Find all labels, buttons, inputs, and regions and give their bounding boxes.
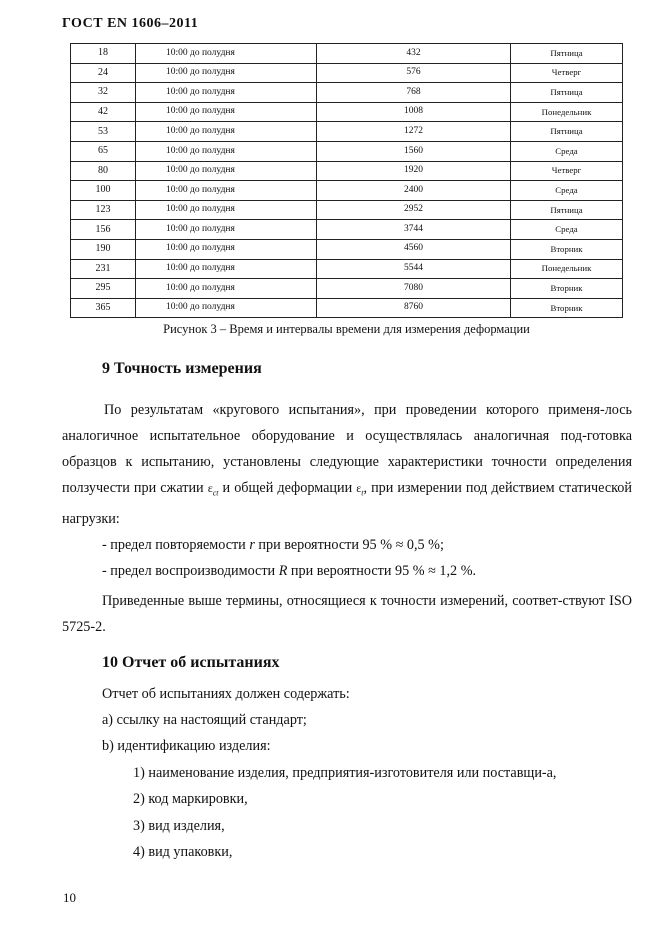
table-cell: 80 [71,161,136,181]
table-cell: 4560 [317,239,511,259]
table-row [71,259,623,279]
table-cell: 156 [71,220,136,240]
table-row [71,102,623,122]
table-cell: Пятница [511,122,623,142]
table-cell: Четверг [511,161,623,181]
para1-text-a: По результатам «кругового испытания», при проведении которого применя-лось аналогичное испытательное оборудование и осуществлялась аналогичная под-готовка образцов к испытанию, установлены следующие характеристики точности определения ползучести при сжатии [62,402,632,496]
table-row [71,239,623,259]
table-cell: 10:00 до полудня [136,181,317,201]
table-cell: 1920 [317,161,511,181]
table-row [71,63,623,83]
epsilon-t-symbol: $\varepsilon_t$ [356,481,364,498]
table-cell: Понедельник [511,102,623,122]
list-item-b: b) идентификацию изделия: [102,738,271,754]
table-cell: 7080 [317,279,511,299]
table-cell: 576 [317,63,511,83]
table-row [71,141,623,161]
figure-caption: Рисунок 3 – Время и интервалы времени для измерения деформации [163,322,530,336]
table-cell: Среда [511,181,623,201]
table-row [71,200,623,220]
table-cell: 365 [71,298,136,318]
para1-text-b: и общей деформации [218,480,357,496]
table-cell: 10:00 до полудня [136,44,317,64]
table-cell: 1272 [317,122,511,142]
table-cell: 32 [71,83,136,103]
table-row [71,181,623,201]
table-cell: 190 [71,239,136,259]
table-cell: 10:00 до полудня [136,122,317,142]
list-item-b4: 4) вид упаковки, [133,844,233,860]
table-cell: 24 [71,63,136,83]
table-cell: 2952 [317,200,511,220]
table-cell: 10:00 до полудня [136,102,317,122]
table-cell: Среда [511,141,623,161]
table-cell: 10:00 до полудня [136,279,317,299]
table-cell: 3744 [317,220,511,240]
repeatability-item: - предел повторяемости r при вероятности 95 % ≈ 0,5 %; [102,537,444,553]
section-10-heading: 10 Отчет об испытаниях [102,654,280,671]
reproducibility-item: - предел воспроизводимости R при вероятности 95 % ≈ 1,2 %. [102,563,477,579]
table-cell: 18 [71,44,136,64]
table-cell: 1560 [317,141,511,161]
table-cell: 10:00 до полудня [136,141,317,161]
table-cell: 1008 [317,102,511,122]
measurement-schedule-table [70,43,623,318]
table-row [71,220,623,240]
document-header: ГОСТ EN 1606–2011 [62,16,199,31]
table-cell: 123 [71,200,136,220]
section-9-heading: 9 Точность измерения [102,360,262,377]
table-cell: Среда [511,220,623,240]
table-cell: Понедельник [511,259,623,279]
table-cell: 53 [71,122,136,142]
table-cell: Пятница [511,44,623,64]
para1-text-c: , при измерении под действием статической нагрузки: [62,480,632,528]
table-cell: 65 [71,141,136,161]
list-item-a: a) ссылку на настоящий стандарт; [102,712,307,728]
table-cell: Четверг [511,63,623,83]
table-cell: 8760 [317,298,511,318]
table-cell: 10:00 до полудня [136,298,317,318]
table-cell: 10:00 до полудня [136,220,317,240]
table-cell: 10:00 до полудня [136,63,317,83]
table-cell: Вторник [511,239,623,259]
table-row [71,161,623,181]
iso-reference-paragraph: Приведенные выше термины, относящиеся к точности измерений, соответ-ствуют ISO 5725-2. [62,593,632,635]
epsilon-ct-symbol: $\varepsilon_{ct}$ [207,481,219,498]
table-cell: 10:00 до полудня [136,161,317,181]
table-cell: 10:00 до полудня [136,83,317,103]
list-item-b3: 3) вид изделия, [133,818,225,834]
table-cell: 10:00 до полудня [136,200,317,220]
table-row [71,298,623,318]
table-cell: 42 [71,102,136,122]
table-cell: Пятница [511,200,623,220]
table-cell: 100 [71,181,136,201]
table-cell: 10:00 до полудня [136,239,317,259]
list-item-b2: 2) код маркировки, [133,791,248,807]
table-cell: Пятница [511,83,623,103]
table-cell: 295 [71,279,136,299]
table-cell: 768 [317,83,511,103]
table-cell: 10:00 до полудня [136,259,317,279]
table-cell: Вторник [511,298,623,318]
report-intro: Отчет об испытаниях должен содержать: [102,686,350,702]
section-9-paragraph [62,397,632,532]
table-cell: Вторник [511,279,623,299]
page-number: 10 [63,890,76,905]
table-row [71,83,623,103]
table-row [71,279,623,299]
table-cell: 2400 [317,181,511,201]
table-row [71,122,623,142]
table-row [71,44,623,64]
table-cell: 432 [317,44,511,64]
table-cell: 231 [71,259,136,279]
table-cell: 5544 [317,259,511,279]
list-item-b1: 1) наименование изделия, предприятия-изготовителя или поставщи-а, [133,765,557,781]
